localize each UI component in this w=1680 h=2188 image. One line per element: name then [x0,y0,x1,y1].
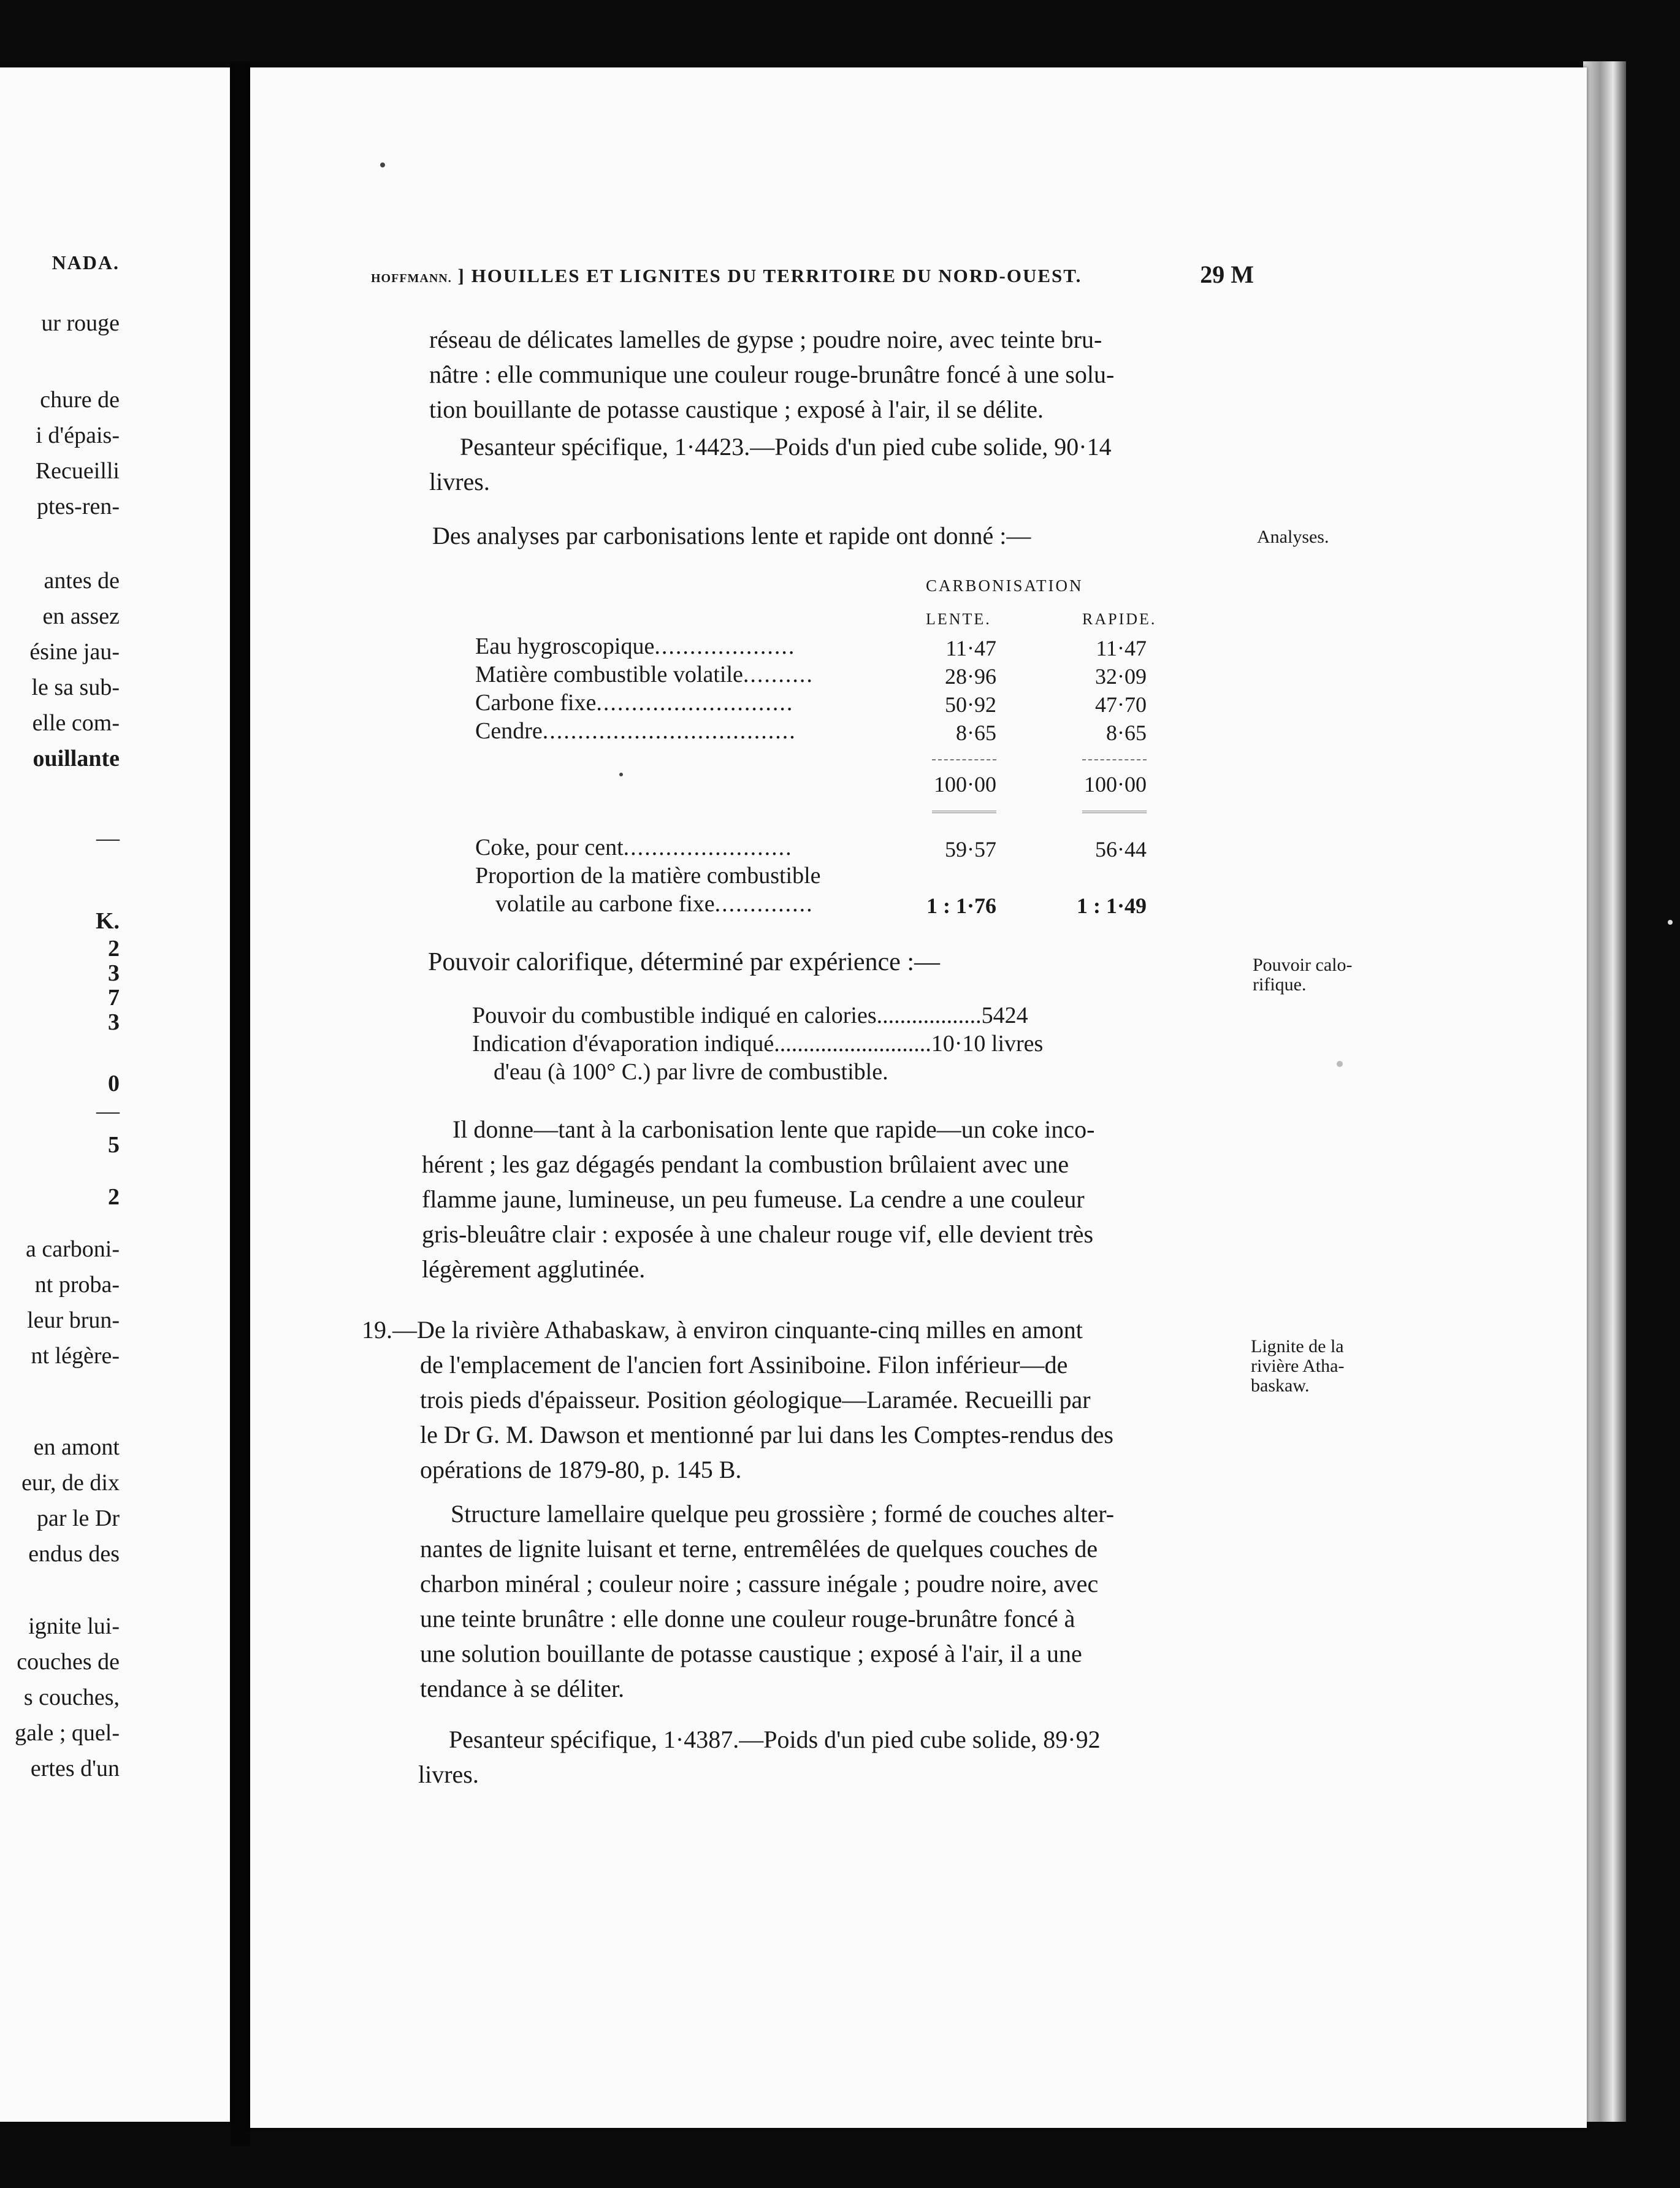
margin-note-pouvoir [1253,955,1352,995]
text-line: trois pieds d'épaisseur. Position géologique—Laramée. Recueilli par [420,1386,1091,1413]
left-fragment: — [96,1098,120,1124]
row-label-text: Carbone fixe [475,690,597,716]
left-fragment: gale ; quel- [15,1720,120,1746]
row-label-text: Coke, pour cent [475,835,624,860]
margin-note-line: rifique. [1253,974,1307,995]
leader-dots: ............................ [596,690,794,716]
left-fragment: ésine jau- [29,639,120,665]
table-row-label [475,717,796,744]
margin-note-line: rivière Atha- [1251,1356,1345,1376]
leader-dots: .................... [654,633,796,659]
table-cell: 32·09 [1095,664,1147,689]
text-line: tion bouillante de potasse caustique ; exposé à l'air, il se délite. [429,396,1044,423]
pouvoir-line: Pouvoir du combustible indiqué en calories..................5424 [472,1003,1028,1028]
left-fragment: 2 [108,1184,120,1210]
page-number: 29 M [1200,261,1254,288]
left-fragment: ertes d'un [30,1756,120,1781]
table-row-label [475,834,793,861]
table-row-label [475,633,795,660]
table-cell: 56·44 [1095,837,1147,862]
table-cell: 1 : 1·49 [1077,893,1147,918]
sum-rule [932,759,996,760]
item-19-paragraph [362,1312,1245,1487]
table-row-label: Proportion de la matière combustible [475,863,821,889]
left-fragment: 0 [108,1071,120,1096]
margin-note-line: Lignite de la [1251,1336,1344,1356]
left-fragment: endus des [28,1541,120,1567]
left-fragment: par le Dr [36,1505,120,1531]
margin-note-line: Pouvoir calo- [1253,955,1353,975]
leader-dots: .............. [714,891,814,917]
leader-dots: .................................... [542,718,796,744]
row-label-text: Matière combustible volatile [475,662,743,687]
speck [1337,1061,1343,1067]
running-head-author: HOFFMANN. [371,272,452,285]
text-line: une teinte brunâtre : elle donne une couleur rouge-brunâtre foncé à [420,1605,1075,1632]
left-fragment: en amont [33,1434,120,1460]
left-fragment: chure de [40,387,120,413]
table-cell: 50·92 [945,692,996,717]
left-fragment: a carboni- [26,1236,120,1262]
text-line: le Dr G. M. Dawson et mentionné par lui dans les Comptes-rendus des [420,1421,1113,1448]
book-gutter [231,61,250,2146]
structure-paragraph [420,1496,1245,1706]
total-rule [1082,811,1147,813]
left-fragment: 7 [108,985,120,1011]
left-fragment: s couches, [23,1685,120,1710]
table-total: 100·00 [1084,772,1147,797]
table-cell: 59·57 [945,837,996,862]
left-fragment: eur, de dix [21,1470,120,1496]
text-line: gris-bleuâtre clair : exposée à une chaleur rouge vif, elle devient très [422,1220,1094,1248]
margin-note-line: baskaw. [1251,1375,1310,1396]
left-fragment: nt légère- [31,1343,120,1369]
table-group-header: CARBONISATION [926,576,1083,595]
table-cell: 47·70 [1095,692,1147,717]
leader-dots: .......... [743,662,814,687]
text-line: réseau de délicates lamelles de gypse ; poudre noire, avec teinte bru- [429,326,1102,353]
left-fragment: ur rouge [41,310,120,336]
text-line: de l'emplacement de l'ancien fort Assiniboine. Filon inférieur—de [420,1351,1068,1379]
left-fragment: ignite lui- [28,1613,120,1639]
left-fragment: antes de [44,568,120,594]
left-fragment: K. [95,908,120,934]
table-cell: 1 : 1·76 [926,893,996,918]
left-fragment: Recueilli [35,458,120,484]
table-cell: 28·96 [945,664,996,689]
text-line: légèrement agglutinée. [422,1255,646,1283]
left-fragment: 2 [108,936,120,962]
total-rule [932,811,996,813]
left-fragment: leur brun- [27,1307,120,1333]
left-fragment: i d'épais- [36,423,120,448]
margin-note-analyses: Analyses. [1257,527,1329,547]
text-line: Pesanteur spécifique, 1·4387.—Poids d'un pied cube solide, 89·92 [449,1726,1101,1753]
bracket-icon: ] [451,265,472,286]
table-row-label [475,689,793,716]
intro-paragraph [429,322,1254,427]
left-fragment: elle com- [32,710,120,736]
specific-gravity-paragraph-2 [418,1722,1243,1792]
page-edge [1583,61,1626,2122]
table-row-label [475,661,814,688]
speck [380,163,385,167]
text-line: livres. [429,468,490,495]
running-head-title: HOUILLES ET LIGNITES DU TERRITOIRE DU NORD-OUEST. [471,265,1082,286]
text-line: nantes de lignite luisant et terne, entremêlées de quelques couches de [420,1535,1098,1563]
text-line: opérations de 1879-80, p. 145 B. [420,1456,742,1483]
table-cell: 11·47 [1096,636,1147,660]
table-cell: 8·65 [956,721,996,745]
left-fragment: le sa sub- [31,675,120,700]
text-line: charbon minéral ; couleur noire ; cassure inégale ; poudre noire, avec [420,1570,1099,1597]
column-header-lente: LENTE. [926,610,991,628]
text-line: 19.—De la rivière Athabaskaw, à environ cinquante-cinq milles en amont [362,1316,1083,1344]
text-line: nâtre : elle communique une couleur rouge-brunâtre foncé à une solu- [429,361,1115,388]
speck [619,773,623,776]
left-fragment: ptes-ren- [36,494,120,519]
left-fragment: couches de [17,1649,120,1675]
pouvoir-line: d'eau (à 100° C.) par livre de combustible. [494,1059,888,1085]
table-total: 100·00 [934,772,996,797]
coke-paragraph [422,1112,1247,1287]
left-fragment: NADA. [52,251,120,274]
specific-gravity-paragraph-1 [429,429,1254,499]
text-line: une solution bouillante de potasse caustique ; exposé à l'air, il a une [420,1640,1082,1667]
pouvoir-heading: Pouvoir calorifique, déterminé par expérience :— [428,948,940,976]
row-label-text: volatile au carbone fixe [495,891,715,917]
text-line: Structure lamellaire quelque peu grossière ; formé de couches alter- [451,1500,1115,1528]
text-line: hérent ; les gaz dégagés pendant la combustion brûlaient avec une [422,1150,1069,1178]
table-cell: 8·65 [1106,721,1147,745]
left-fragment: nt proba- [34,1272,120,1298]
left-fragment: 3 [108,960,120,986]
pouvoir-line: Indication d'évaporation indiqué...........................10·10 livres [472,1031,1044,1057]
analyses-intro: Des analyses par carbonisations lente et rapide ont donné :— [432,522,1031,549]
leader-dots: ........................ [623,835,793,860]
text-line: Pesanteur spécifique, 1·4423.—Poids d'un pied cube solide, 90·14 [460,433,1112,461]
table-cell: 11·47 [945,636,996,660]
left-fragment: — [96,825,120,851]
text-line: livres. [418,1761,479,1788]
column-header-rapide: RAPIDE. [1082,610,1157,628]
sum-rule [1082,759,1147,760]
left-fragment: ouillante [32,746,120,771]
left-fragment: 3 [108,1009,120,1035]
text-line: flamme jaune, lumineuse, un peu fumeuse. La cendre a une couleur [422,1185,1085,1213]
table-row-label [495,890,814,917]
running-head [371,261,1254,288]
text-line: Il donne—tant à la carbonisation lente que rapide—un coke inco- [452,1115,1095,1143]
row-label-text: Cendre [475,718,543,744]
speck [1668,920,1673,925]
left-fragment: en assez [42,603,120,629]
margin-note-lignite [1251,1337,1344,1396]
left-fragment: 5 [108,1132,120,1158]
text-line: tendance à se déliter. [420,1675,625,1702]
row-label-text: Eau hygroscopique [475,633,655,659]
